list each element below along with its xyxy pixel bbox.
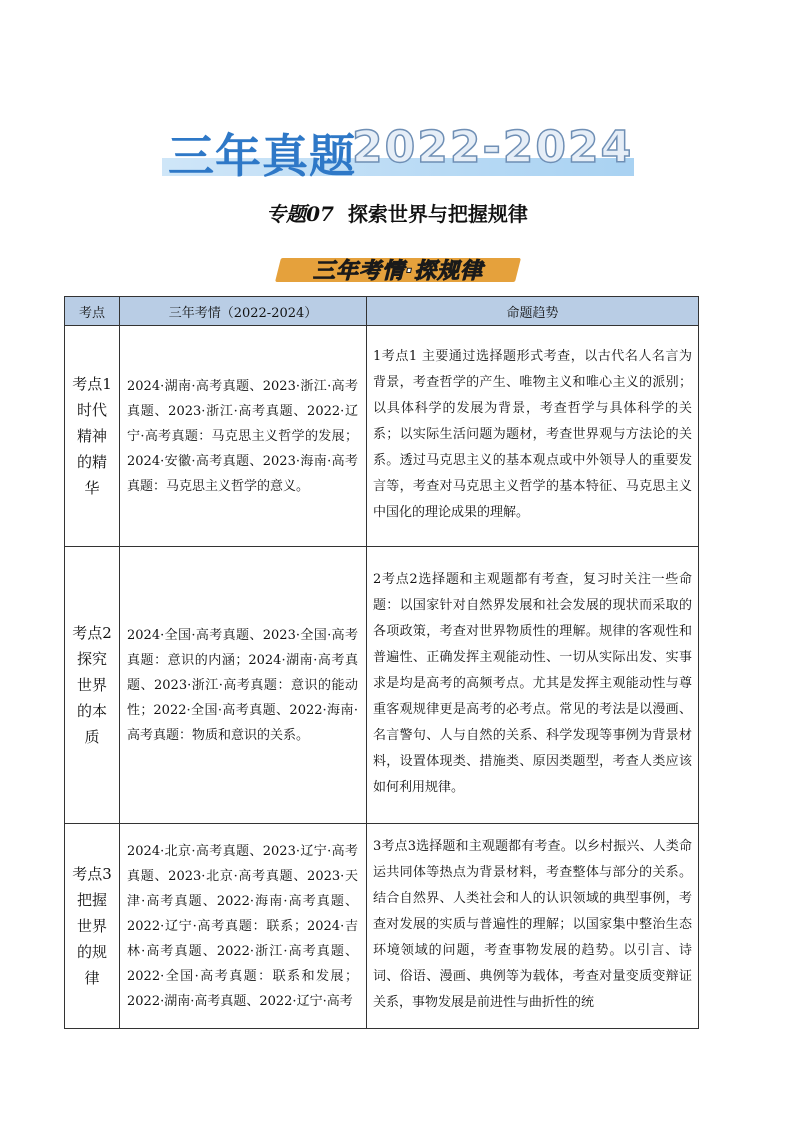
- point-cell: 考点3把握世界的规律: [65, 824, 120, 1029]
- topic-prefix: 专题07: [266, 202, 334, 226]
- header-banner: [162, 118, 634, 183]
- table-row: [65, 824, 699, 1029]
- table-row: [65, 547, 699, 824]
- trend-cell: 2考点2选择题和主观题都有考查，复习时关注一些命题：以国家针对自然界发展和社会发展的现状而采取的各项政策，考查对世界物质性的理解。规律的客观性和普遍性、正确发挥主观能动性、一切从实际出发、实事求是均是高考的高频考点。尤其是发挥主观能动性与尊重客观规律更是高考的必考点。常见的考法是以漫画、名言警句、人与自然的关系、科学发现等事例为背景材料，设置体现类、措施类、原因类题型，考查人类应该如何利用规律。: [367, 547, 699, 824]
- section-banner: [278, 254, 518, 284]
- exams-cell: [120, 824, 367, 1029]
- point-cell: 考点1时代精神的精华: [65, 326, 120, 547]
- topic-title: [0, 198, 794, 227]
- section-banner-text: 三年考情·探规律: [312, 259, 484, 284]
- header-point: 考点: [65, 297, 120, 326]
- topic-name: 探索世界与把握规律: [347, 202, 528, 226]
- table-row: [65, 326, 699, 547]
- header-trend: 命题趋势: [367, 297, 699, 326]
- trend-cell: 1考点1 主要通过选择题形式考查，以古代名人名言为背景，考查哲学的产生、唯物主义和唯心主义的派别；以具体科学的发展为背景，考查哲学与具体科学的关系；以实际生活问题为题材，考查世界观与方法论的关系。透过马克思主义的基本观点或中外领导人的重要发言等，考查对马克思主义哲学的基本特征、马克思主义中国化的理论成果的理解。: [367, 326, 699, 547]
- exams-text: 2024·北京·高考真题、2023·辽宁·高考真题、2023·北京·高考真题、2023·天津·高考真题、2022·海南·高考真题、2022·辽宁·高考真题：联系；2024·吉林·高考真题、2022·浙江·高考真题、2022·全国·高考真题：联系和发展；2022·湖南·高考真题、2022·辽宁·高考: [127, 843, 358, 1009]
- trend-cell: [367, 824, 699, 1029]
- exam-analysis-table: [64, 296, 699, 1029]
- header-exams: 三年考情（2022-2024）: [120, 297, 367, 326]
- exams-cell: 2024·全国·高考真题、2023·全国·高考真题：意识的内涵；2024·湖南·高考真题、2023·浙江·高考真题：意识的能动性；2022·全国·高考真题、2022·海南·高考真题：物质和意识的关系。: [120, 547, 367, 824]
- trend-text: 3考点3选择题和主观题都有考查。以乡村振兴、人类命运共同体等热点为背景材料，考查整体与部分的关系。结合自然界、人类社会和人的认识领域的典型事例，考查对发展的实质与普遍性的理解；以国家集中整治生态环境领域的问题，考查事物发展的趋势。以引言、诗词、俗语、漫画、典例等为载体，考查对量变质变辩证关系，事物发展是前进性与曲折性的统: [373, 839, 692, 1010]
- point-cell: 考点2探究世界的本质: [65, 547, 120, 824]
- banner-main-text: 三年真题: [168, 129, 356, 183]
- exams-cell: 2024·湖南·高考真题、2023·浙江·高考真题、2023·浙江·高考真题、2022·辽宁·高考真题：马克思主义哲学的发展；2024·安徽·高考真题、2023·海南·高考真题：马克思主义哲学的意义。: [120, 326, 367, 547]
- banner-years: 2022-2024: [352, 122, 634, 173]
- table-header-row: [65, 297, 699, 326]
